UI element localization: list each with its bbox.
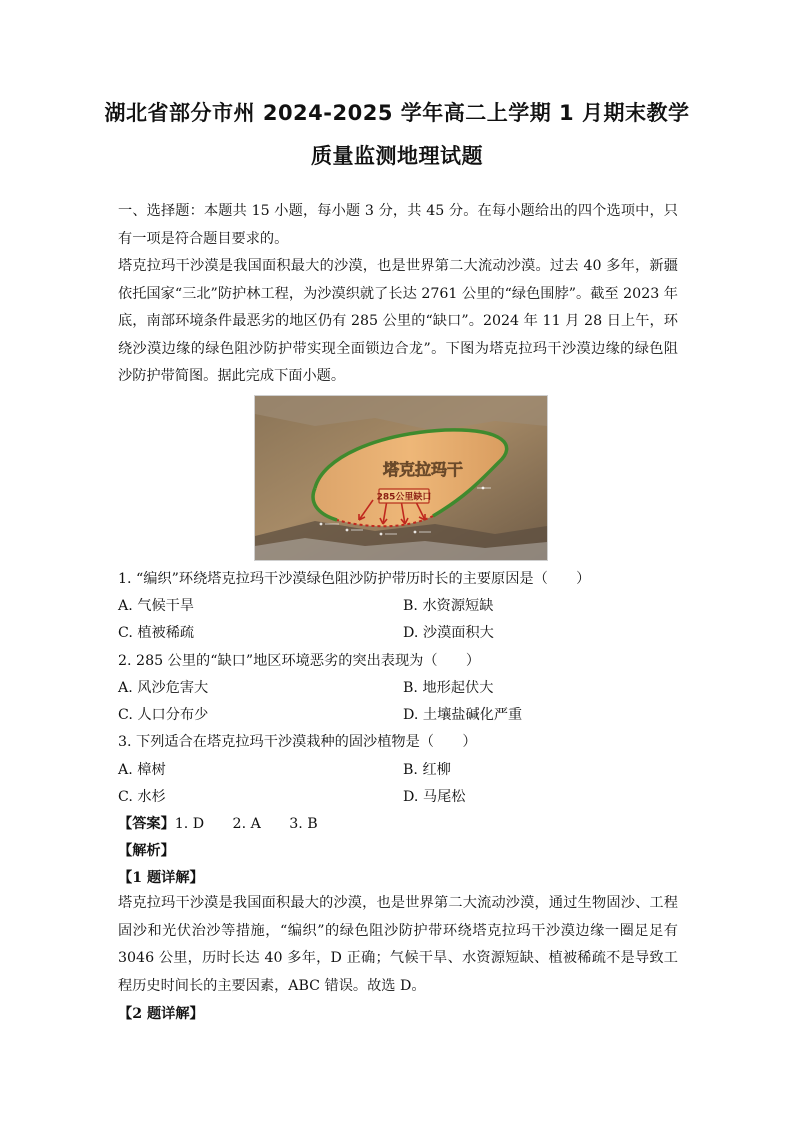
desert-label: 塔克拉玛干: [382, 460, 464, 479]
question-3-option-c: C. 水杉: [118, 789, 166, 805]
detail-1-label: 【1 题详解】: [118, 870, 204, 886]
title-line-2: 质量监测地理试题: [311, 144, 483, 168]
material-paragraph: 塔克拉玛干沙漠是我国面积最大的沙漠，也是世界第二大流动沙漠。过去 40 多年，新疆依托国家“三北”防护林工程，为沙漠织就了长达 2761 公里的“绿色围脖”。截至 2023 年底，南部环境条件最恶劣的地区仍有 285 公里的“缺口”。2024 年 11 月 28 日上午，环绕沙漠边缘的绿色阻沙防护带实现全面锁边合龙”。下图为塔克拉玛干沙漠边缘的绿色阻沙防护带简图。据此完成下面小题。: [118, 258, 678, 384]
question-1-option-b: B. 水资源短缺: [403, 598, 494, 614]
taklimakan-map-figure: [254, 395, 548, 561]
question-2-option-c: C. 人口分布少: [118, 707, 209, 723]
question-3-option-a: A. 樟树: [118, 762, 166, 778]
answer-label: 【答案】: [118, 816, 175, 832]
analysis-label: 【解析】: [118, 843, 175, 859]
question-2-option-d: D. 土壤盐碱化严重: [403, 707, 523, 723]
question-1-stem: 1. “编织”环绕塔克拉玛干沙漠绿色阻沙防护带历时长的主要原因是（ ）: [118, 571, 591, 587]
detail-1-text: 塔克拉玛干沙漠是我国面积最大的沙漠，也是世界第二大流动沙漠，通过生物固沙、工程固沙和光伏治沙等措施，“编织”的绿色阻沙防护带环绕塔克拉玛干沙漠边缘一圈足足有 3046 公里，历时长达 40 多年，D 正确；气候干旱、水资源短缺、植被稀疏不是导致工程历史时间长的主要因素，ABC 错误。故选 D。: [118, 895, 678, 994]
title-line-1: 湖北省部分市州 2024-2025 学年高二上学期 1 月期末教学: [104, 101, 690, 125]
question-1-option-c: C. 植被稀疏: [118, 625, 195, 641]
question-2-option-a: A. 风沙危害大: [118, 680, 209, 696]
question-3-option-d: D. 马尾松: [403, 789, 466, 805]
answer-values: 1. D 2. A 3. B: [174, 816, 318, 832]
question-1-option-d: D. 沙漠面积大: [403, 625, 494, 641]
detail-2-label: 【2 题详解】: [118, 1006, 204, 1022]
section-instructions: 一、选择题：本题共 15 小题，每小题 3 分，共 45 分。在每小题给出的四个选项中，只有一项是符合题目要求的。: [118, 203, 678, 247]
question-2-option-b: B. 地形起伏大: [403, 680, 494, 696]
gap-label: 285公里缺口: [376, 492, 432, 503]
answer-line: [118, 813, 318, 833]
question-3-stem: 3. 下列适合在塔克拉玛干沙漠栽种的固沙植物是（ ）: [118, 734, 477, 750]
question-1-option-a: A. 气候干旱: [118, 598, 195, 614]
question-3-option-b: B. 红柳: [403, 762, 451, 778]
question-2-stem: 2. 285 公里的“缺口”地区环境恶劣的突出表现为（ ）: [118, 653, 481, 669]
